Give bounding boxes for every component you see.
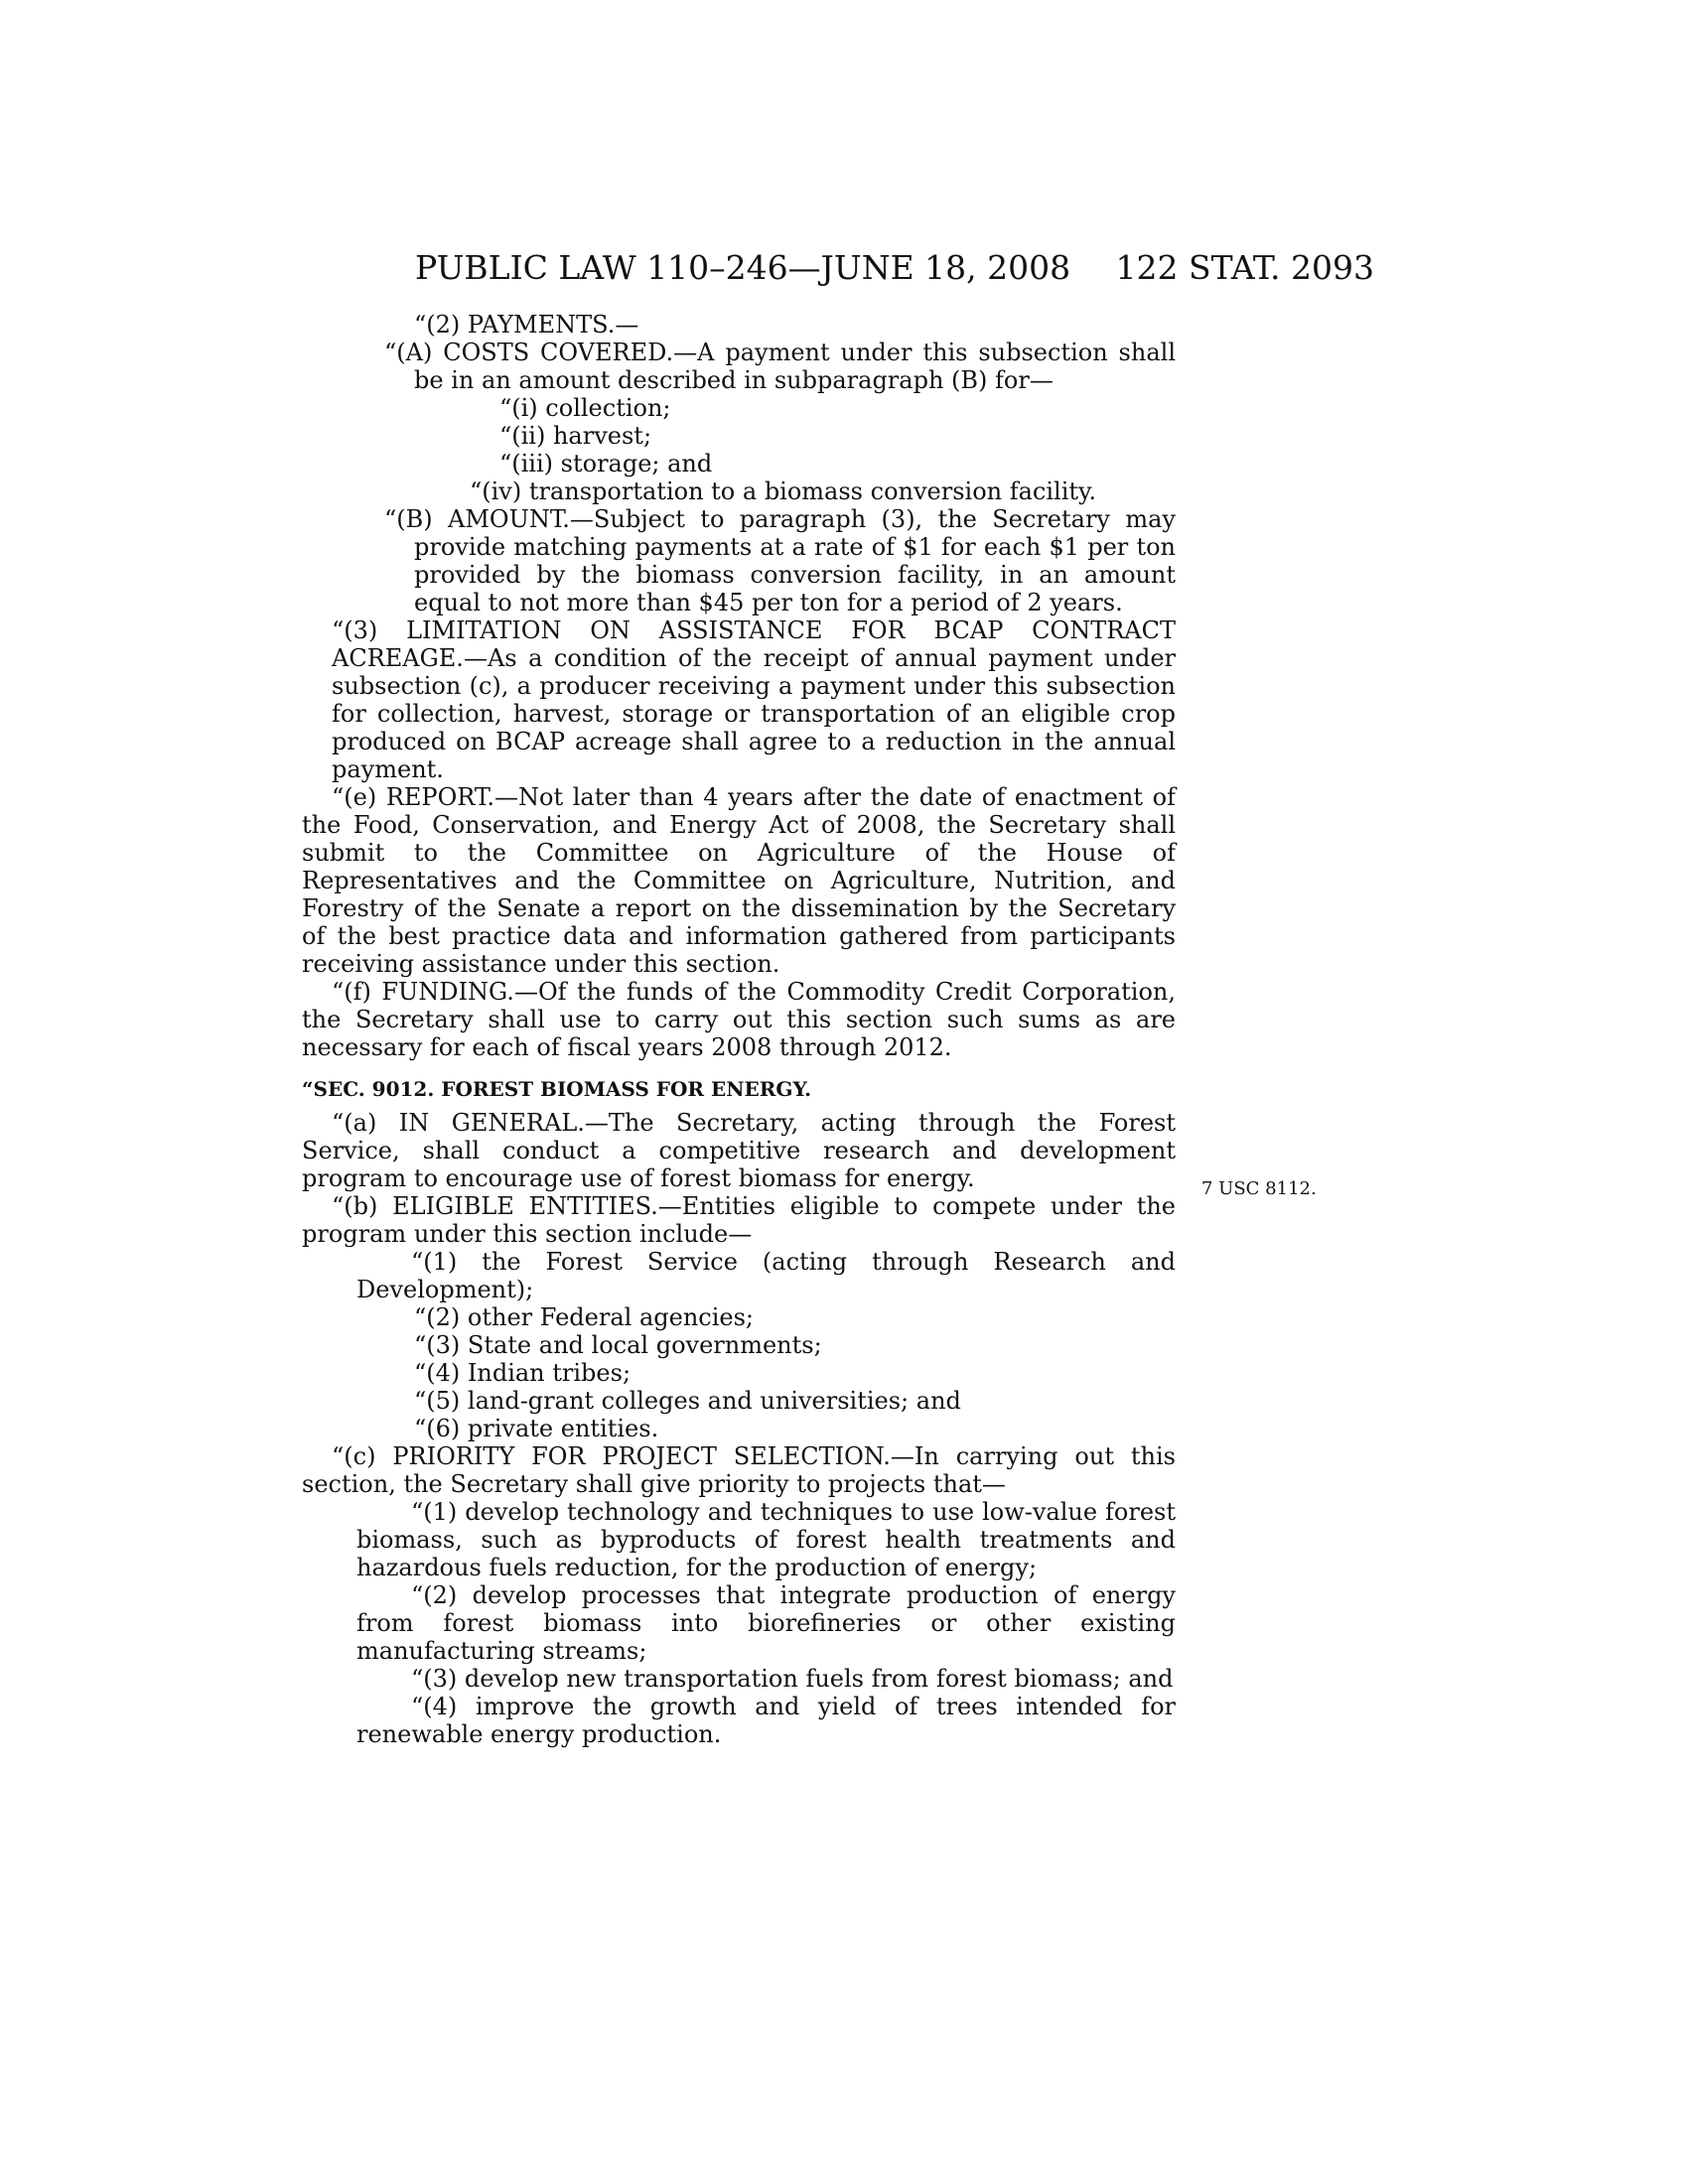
document-body [302,311,1176,1748]
list-item: “(i) collection; [499,394,671,422]
list-item: “(6) private entities. [414,1415,659,1442]
paragraph-amount: “(B) AMOUNT.—Subject to paragraph (3), the Secretary may provide matching payments at a rate of $1 for each $1 per ton provided by the biomass conversion facility, in an amount equal to not more than $45 per ton for a period of 2 years. [384,505,1176,616]
list-item: “(4) Indian tribes; [414,1359,632,1387]
paragraph-funding: “(f) FUNDING.—Of the funds of the Commodity Credit Corporation, the Secretary shall use to carry out this section such sums as are necessary for each of fiscal years 2008 through 2012. [302,978,1176,1061]
page-header [415,248,1374,288]
list-item: “(3) develop new transportation fuels from forest biomass; and [411,1665,1174,1693]
paragraph-payments: “(2) PAYMENTS.— [414,311,639,339]
running-head: PUBLIC LAW 110–246—JUNE 18, 2008 [415,248,1071,287]
section-heading: “SEC. 9012. FOREST BIOMASS FOR ENERGY. [302,1077,812,1101]
paragraph-eligible-entities: “(b) ELIGIBLE ENTITIES.—Entities eligible to compete under the program under this section include— [302,1192,1176,1248]
list-item: “(2) develop processes that integrate production of energy from forest biomass into biorefineries or other existing manufacturing streams; [356,1581,1176,1665]
paragraph-priority: “(c) PRIORITY FOR PROJECT SELECTION.—In carrying out this section, the Secretary shall give priority to projects that— [302,1442,1176,1498]
paragraph-in-general: “(a) IN GENERAL.—The Secretary, acting through the Forest Service, shall conduct a competitive research and development program to encourage use of forest biomass for energy. [302,1109,1176,1192]
list-item: “(3) State and local governments; [414,1331,822,1359]
paragraph-limitation: “(3) LIMITATION ON ASSISTANCE FOR BCAP CONTRACT ACREAGE.—As a condition of the receipt of annual payment under subsection (c), a producer receiving a payment under this subsection for collection, harvest, storage or transportation of an eligible crop produced on BCAP acreage shall agree to a reduction in the annual payment. [332,616,1176,783]
list-item: “(1) develop technology and techniques to use low-value forest biomass, such as byproducts of forest health treatments and hazardous fuels reduction, for the production of energy; [356,1498,1176,1581]
list-item: “(5) land-grant colleges and universities; and [414,1387,961,1415]
paragraph-costs-covered: “(A) COSTS COVERED.—A payment under this subsection shall be in an amount described in subparagraph (B) for— [384,339,1176,394]
paragraph-report: “(e) REPORT.—Not later than 4 years after the date of enactment of the Food, Conservation, and Energy Act of 2008, the Secretary shall submit to the Committee on Agriculture of the House of Representatives and the Committee on Agriculture, Nutrition, and Forestry of the Senate a report on the dissemination by the Secretary of the best practice data and information gathered from participants receiving assistance under this section. [302,783,1176,978]
list-item: “(2) other Federal agencies; [414,1303,754,1331]
page-number: 122 STAT. 2093 [1115,248,1374,287]
list-item: “(4) improve the growth and yield of trees intended for renewable energy production. [356,1693,1176,1748]
list-item: “(iv) transportation to a biomass conversion facility. [470,478,1097,505]
list-item: “(iii) storage; and [499,450,713,478]
list-item: “(1) the Forest Service (acting through Research and Development); [356,1248,1176,1303]
margin-note: 7 USC 8112. [1201,1178,1317,1199]
list-item: “(ii) harvest; [499,422,652,450]
